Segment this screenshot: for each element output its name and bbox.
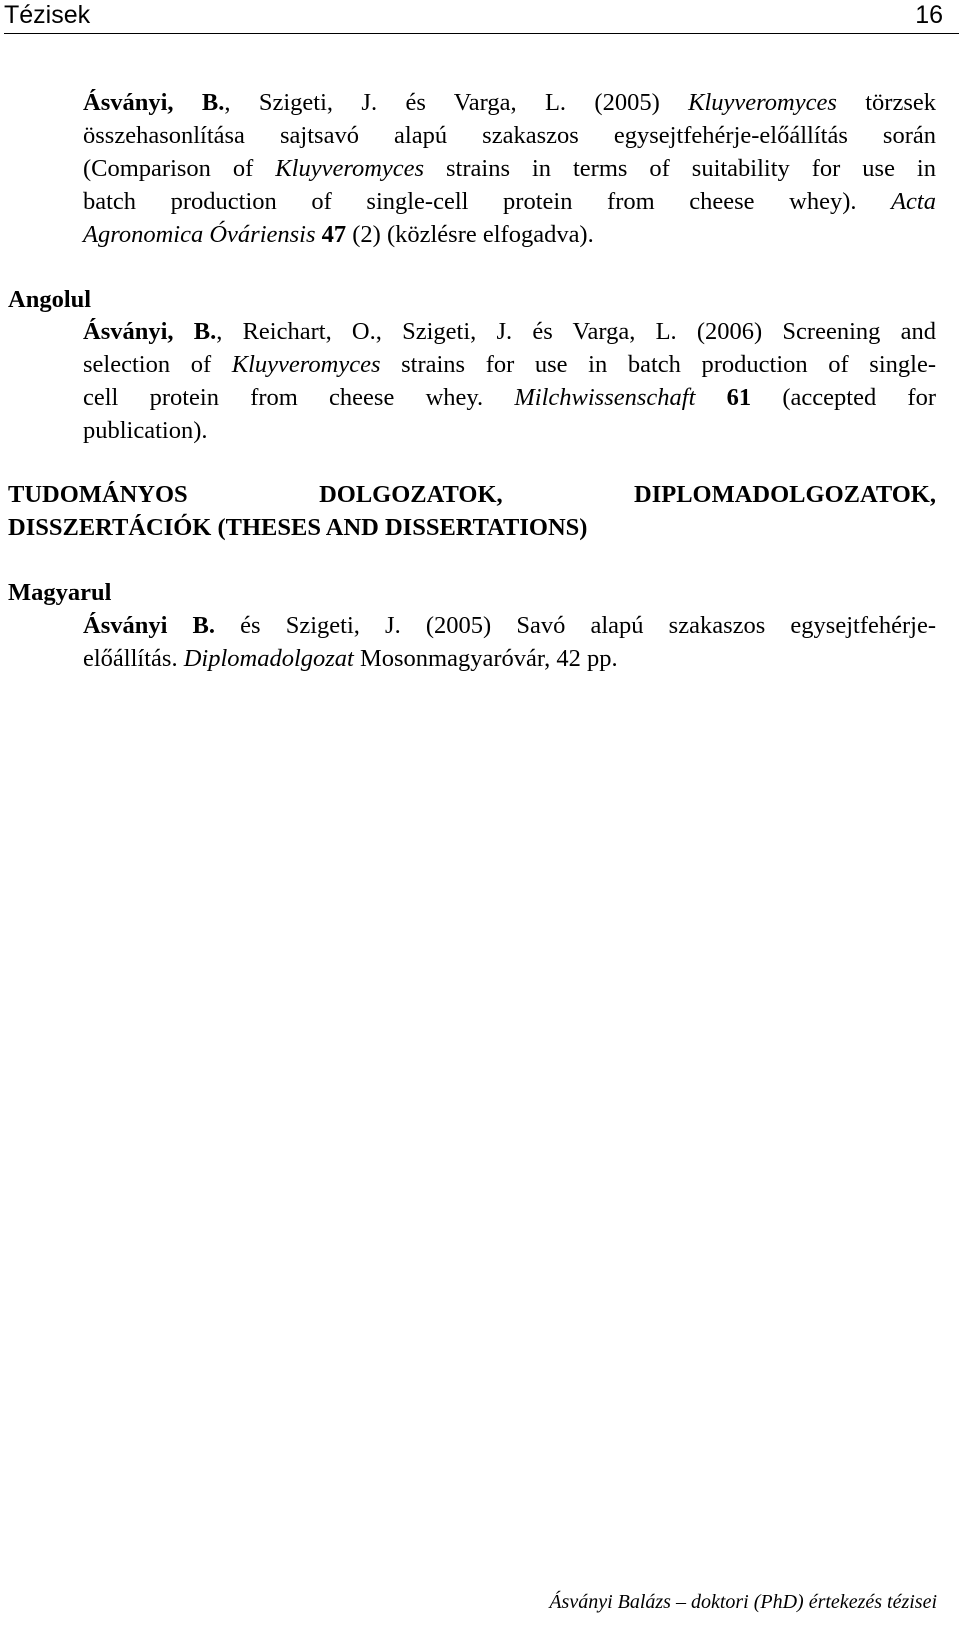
author-bold: Ásványi, B. xyxy=(83,318,217,345)
title-text: és Szigeti, J. (2005) Savó alapú szakaszos egysejtfehérje- xyxy=(215,612,936,639)
page-footer: Ásványi Balázs – doktori (PhD) értekezés tézisei xyxy=(549,1591,937,1613)
publication-entry-3 xyxy=(83,609,936,675)
author-bold: Ásványi B. xyxy=(83,612,216,639)
entry-line xyxy=(83,86,936,119)
author-bold: Ásványi, B. xyxy=(83,89,225,116)
entry-line xyxy=(83,609,936,642)
publication-entry-1 xyxy=(83,86,936,251)
entry-line xyxy=(83,119,936,152)
document-type: Diplomadolgozat xyxy=(183,645,354,672)
journal-name: Agronomica Óváriensis xyxy=(83,221,316,248)
entry-line xyxy=(83,414,936,447)
publisher-text: Mosonmagyaróvár, 42 pp. xyxy=(353,645,618,672)
entry-line xyxy=(83,381,936,414)
page-header xyxy=(0,0,960,36)
entry-line xyxy=(83,348,936,381)
title-text: törzsek xyxy=(836,89,936,116)
genus-name: Kluyveromyces xyxy=(231,351,381,378)
title-text: selection of xyxy=(83,351,232,378)
title-text: batch production of single-cell protein from cheese whey). xyxy=(83,188,892,215)
authors: , Szigeti, J. és Varga, L. (2005) xyxy=(224,89,689,116)
title-text: cell protein from cheese whey. xyxy=(83,384,515,411)
heading-line: TUDOMÁNYOS DOLGOZATOK, DIPLOMADOLGOZATOK, xyxy=(8,481,936,508)
page-number: 16 xyxy=(915,1,943,29)
title-text: strains for use in batch production of single- xyxy=(380,351,936,378)
entry-line xyxy=(83,185,936,218)
genus-name: Kluyveromyces xyxy=(688,89,837,116)
volume: 47 xyxy=(315,221,347,248)
section-heading-angolul: Angolul xyxy=(8,286,92,313)
title-text: előállítás. xyxy=(83,645,184,672)
title-text: (Comparison of xyxy=(83,155,276,182)
section-heading-magyarul: Magyarul xyxy=(8,579,112,606)
authors: , Reichart, O., Szigeti, J. és Varga, L. (2006) Screening and xyxy=(216,318,936,345)
heading-line: DISSZERTÁCIÓK (THESES AND DISSERTATIONS) xyxy=(8,514,588,541)
journal-name: Milchwissenschaft xyxy=(514,384,696,411)
volume: 61 xyxy=(695,384,752,411)
status-text: publication). xyxy=(83,417,208,444)
entry-line xyxy=(83,315,936,348)
title-text: strains in terms of suitability for use in xyxy=(424,155,936,182)
genus-name: Kluyveromyces xyxy=(275,155,425,182)
header-title: Tézisek xyxy=(4,1,91,29)
status-text: (2) (közlésre elfogadva). xyxy=(346,221,594,248)
publication-entry-2 xyxy=(83,315,936,447)
section-heading-theses xyxy=(8,478,936,544)
entry-line xyxy=(83,218,936,251)
status-text: (accepted for xyxy=(751,384,936,411)
entry-line xyxy=(83,642,936,675)
journal-name: Acta xyxy=(891,188,936,215)
title-text: összehasonlítása sajtsavó alapú szakaszos egysejtfehérje-előállítás során xyxy=(83,122,936,149)
header-rule xyxy=(4,33,959,34)
entry-line xyxy=(83,152,936,185)
